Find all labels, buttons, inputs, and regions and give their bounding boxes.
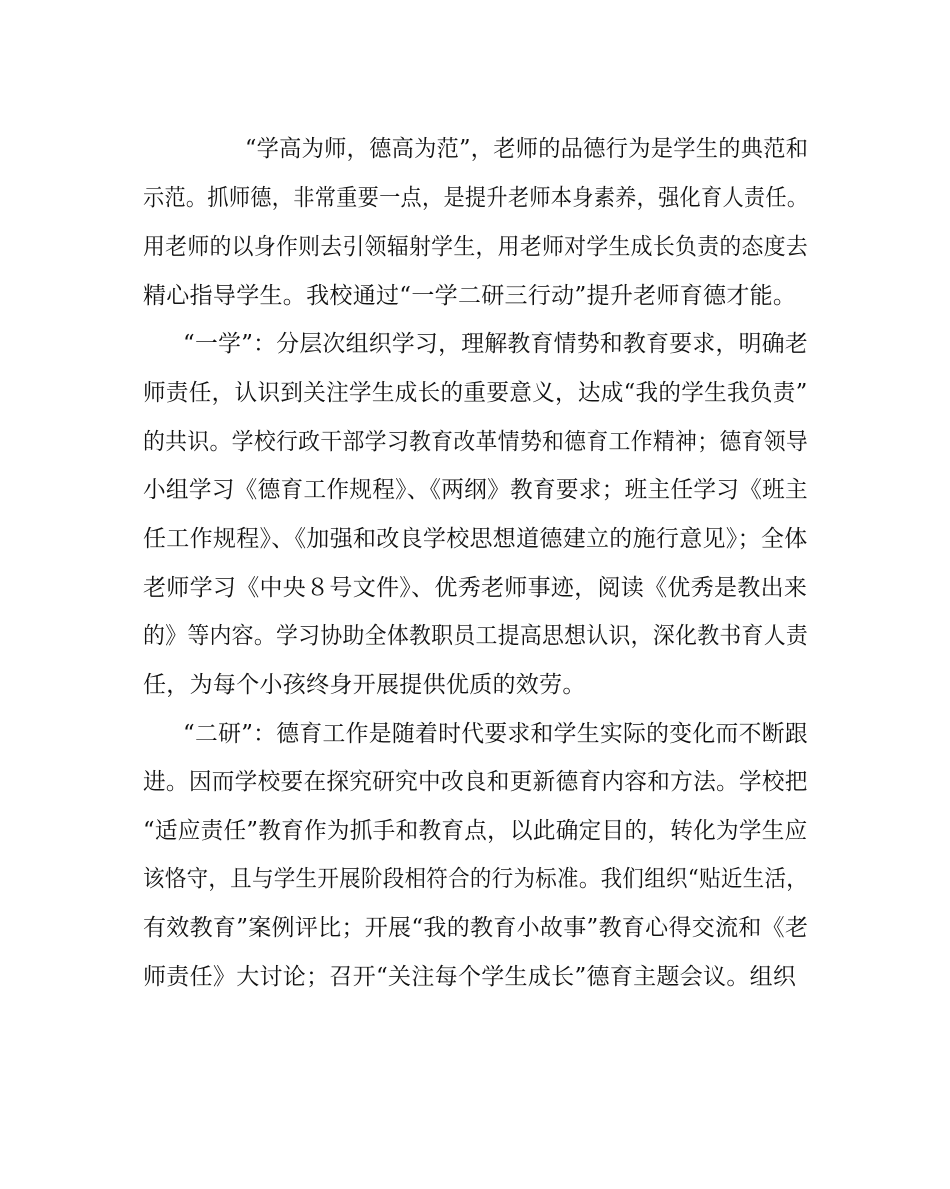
text-line: 师责任》大讨论；召开“关注每个学生成长”德育主题会议。组织 [143,964,797,990]
text-line: “适应责任”教育作为抓手和教育点，以此确定目的，转化为学生应 [143,818,808,844]
text-line: 该恪守，且与学生开展阶段相符合的行为标准。我们组织“贴近生活， [143,866,809,892]
text-line: 任工作规程》、《加强和改良学校思想道德建立的施行意见》；全体 [143,526,808,552]
text-line: “一学”：分层次组织学习，理解教育情势和教育要求，明确老 [183,331,808,357]
text-line: 用老师的以身作则去引领辐射学生，用老师对学生成长负责的态度去 [143,234,809,260]
text-line: 老师学习《中央８号文件》、优秀老师事迹，阅读《优秀是教出来 [143,575,808,601]
text-line: 任，为每个小孩终身开展提供优质的效劳。 [143,672,586,698]
text-line: 有效教育”案例评比；开展“我的教育小故事”教育心得交流和《老 [143,915,809,941]
text-line: “学高为师，德高为范”，老师的品德行为是学生的典范和 [245,136,809,162]
text-line: 进。因而学校要在探究研究中改良和更新德育内容和方法。学校把 [143,769,808,795]
text-line: 的》等内容。学习协助全体教职员工提高思想认识，深化教书育人责 [143,623,809,649]
text-line: 师责任，认识到关注学生成长的重要意义，达成“我的学生我负责” [143,380,808,406]
text-line: 小组学习《德育工作规程》、《两纲》教育要求；班主任学习《班主 [143,477,808,503]
text-line: 的共识。学校行政干部学习教育改革情势和德育工作精神；德育领导 [143,429,809,455]
text-line: 精心指导学生。我校通过“一学二研三行动”提升老师育德才能。 [143,283,797,309]
text-line: “二研”：德育工作是随着时代要求和学生实际的变化而不断跟 [183,721,808,747]
text-line: 示范。抓师德，非常重要一点，是提升老师本身素养，强化育人责任。 [143,185,809,211]
